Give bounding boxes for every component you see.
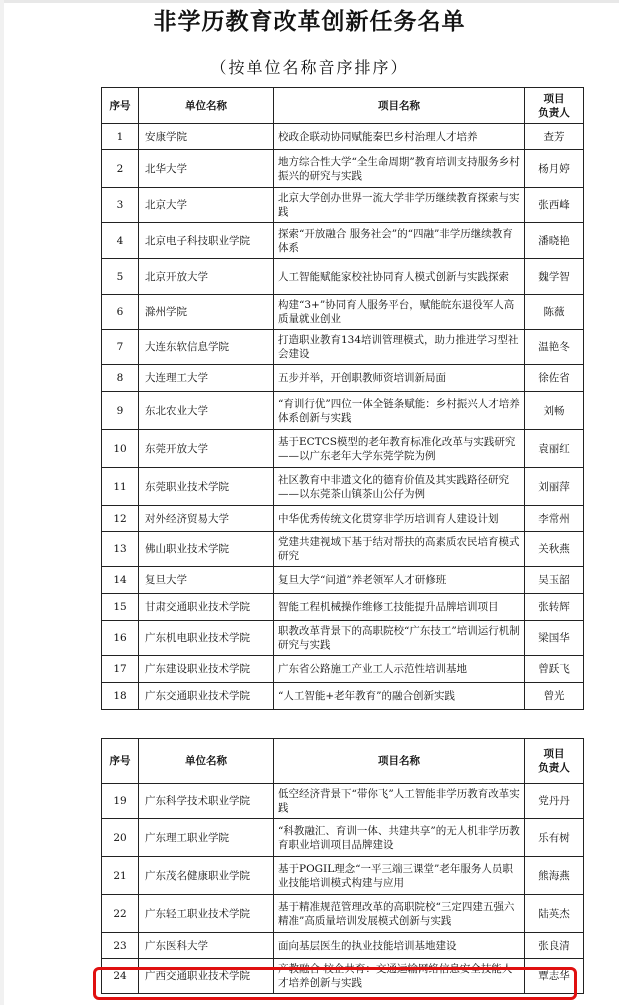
cell-unit: 佛山职业技术学院 — [139, 532, 274, 567]
cell-leader: 张西峰 — [525, 188, 584, 223]
cell-no: 20 — [102, 819, 139, 857]
table-row — [102, 857, 584, 895]
cell-project: 面向基层医生的执业技能培训基地建设 — [274, 933, 525, 959]
cell-leader: 吴玉韶 — [525, 567, 584, 594]
cell-unit: 广东茂名健康职业学院 — [139, 857, 274, 895]
table-row — [102, 933, 584, 959]
cell-leader: 党丹丹 — [525, 784, 584, 819]
table-row — [102, 150, 584, 188]
cell-unit: 大连东软信息学院 — [139, 330, 274, 365]
cell-project: 中华优秀传统文化贯穿非学历培训育人建设计划 — [274, 506, 525, 532]
table-row — [102, 683, 584, 710]
header-no: 序号 — [102, 739, 139, 784]
cell-unit: 广东科学技术职业学院 — [139, 784, 274, 819]
cell-project: 产教融合 校企共育：交通运输网络信息安全技能人才培养创新与实践 — [274, 959, 525, 994]
table-row — [102, 959, 584, 994]
cell-unit: 对外经济贸易大学 — [139, 506, 274, 532]
header-leader-line1: 项目 — [543, 748, 565, 760]
cell-project: “人工智能+老年教育”的融合创新实践 — [274, 683, 525, 710]
table-row — [102, 656, 584, 683]
cell-no: 4 — [102, 223, 139, 259]
cell-leader: 查芳 — [525, 124, 584, 150]
cell-unit: 广东机电职业技术学院 — [139, 621, 274, 656]
header-leader — [525, 739, 584, 784]
cell-unit: 广西交通职业技术学院 — [139, 959, 274, 994]
table-row — [102, 124, 584, 150]
cell-unit: 北京开放大学 — [139, 259, 274, 295]
cell-unit: 北京电子科技职业学院 — [139, 223, 274, 259]
cell-project: 探索“开放融合 服务社会”的“四融”非学历继续教育体系 — [274, 223, 525, 259]
cell-no: 18 — [102, 683, 139, 710]
cell-project: 社区教育中非遗文化的德育价值及其实践路径研究——以东莞茶山镇茶山公仔为例 — [274, 468, 525, 506]
cell-leader: 乐有树 — [525, 819, 584, 857]
cell-no: 13 — [102, 532, 139, 567]
cell-unit: 东莞开放大学 — [139, 430, 274, 468]
table-row — [102, 784, 584, 819]
cell-no: 24 — [102, 959, 139, 994]
cell-no: 5 — [102, 259, 139, 295]
cell-no: 23 — [102, 933, 139, 959]
cell-unit: 安康学院 — [139, 124, 274, 150]
cell-no: 15 — [102, 594, 139, 621]
table-row — [102, 188, 584, 223]
table-row — [102, 468, 584, 506]
cell-unit: 北京大学 — [139, 188, 274, 223]
cell-no: 8 — [102, 365, 139, 392]
cell-unit: 甘肃交通职业技术学院 — [139, 594, 274, 621]
cell-no: 19 — [102, 784, 139, 819]
cell-leader: 关秋燕 — [525, 532, 584, 567]
cell-unit: 广东建设职业技术学院 — [139, 656, 274, 683]
table-row — [102, 532, 584, 567]
cell-project: 人工智能赋能家校社协同育人模式创新与实践探索 — [274, 259, 525, 295]
table-row — [102, 295, 584, 330]
cell-project: 五步并举，开创职教师资培训新局面 — [274, 365, 525, 392]
cell-unit: 广东理工职业学院 — [139, 819, 274, 857]
cell-leader: 杨月婷 — [525, 150, 584, 188]
cell-no: 12 — [102, 506, 139, 532]
cell-leader: 潘晓艳 — [525, 223, 584, 259]
cell-no: 1 — [102, 124, 139, 150]
table-row — [102, 365, 584, 392]
cell-project: 打造职业教育134培训管理模式，助力推进学习型社会建设 — [274, 330, 525, 365]
header-leader-line2: 负责人 — [538, 106, 570, 119]
cell-unit: 广东医科大学 — [139, 933, 274, 959]
cell-project: 基于ECTCS模型的老年教育标准化改革与实践研究——以广东老年大学东莞学院为例 — [274, 430, 525, 468]
table-row — [102, 621, 584, 656]
cell-leader: 张转辉 — [525, 594, 584, 621]
cell-leader: 刘畅 — [525, 392, 584, 430]
cell-no: 2 — [102, 150, 139, 188]
cell-no: 21 — [102, 857, 139, 895]
cell-leader: 梁国华 — [525, 621, 584, 656]
header-leader-line1: 项目 — [543, 92, 565, 105]
table-row — [102, 392, 584, 430]
table-header-row — [102, 739, 584, 784]
table-row — [102, 330, 584, 365]
document-title: 非学历教育改革创新任务名单 — [153, 9, 466, 35]
cell-unit: 广东轻工职业技术学院 — [139, 895, 274, 933]
cell-no: 6 — [102, 295, 139, 330]
header-leader-line2: 负责人 — [538, 762, 570, 774]
cell-project: 复旦大学“问道”养老领军人才研修班 — [274, 567, 525, 594]
table-body-1 — [102, 124, 584, 710]
task-list-table-2 — [101, 738, 584, 994]
cell-project: 党建共建视域下基于结对帮扶的高素质农民培育模式研究 — [274, 532, 525, 567]
cell-unit: 东莞职业技术学院 — [139, 468, 274, 506]
header-project: 项目名称 — [274, 739, 525, 784]
table-row — [102, 506, 584, 532]
cell-no: 17 — [102, 656, 139, 683]
cell-leader: 张良清 — [525, 933, 584, 959]
header-unit: 单位名称 — [139, 739, 274, 784]
header-leader — [525, 88, 584, 124]
cell-no: 10 — [102, 430, 139, 468]
cell-leader: 魏学智 — [525, 259, 584, 295]
table-row — [102, 430, 584, 468]
cell-unit: 滁州学院 — [139, 295, 274, 330]
cell-leader: 覃志华 — [525, 959, 584, 994]
cell-leader: 李常州 — [525, 506, 584, 532]
page-edge-left — [0, 0, 4, 1005]
cell-unit: 大连理工大学 — [139, 365, 274, 392]
page-edge — [0, 0, 619, 3]
cell-unit: 广东交通职业技术学院 — [139, 683, 274, 710]
cell-project: 智能工程机械操作维修工技能提升品牌培训项目 — [274, 594, 525, 621]
cell-project: 职教改革背景下的高职院校“广东技工”培训运行机制研究与实践 — [274, 621, 525, 656]
cell-project: 广东省公路施工产业工人示范性培训基地 — [274, 656, 525, 683]
cell-no: 16 — [102, 621, 139, 656]
header-no: 序号 — [102, 88, 139, 124]
table-header-row — [102, 88, 584, 124]
cell-leader: 陆英杰 — [525, 895, 584, 933]
cell-no: 11 — [102, 468, 139, 506]
cell-leader: 陈薇 — [525, 295, 584, 330]
header-unit: 单位名称 — [139, 88, 274, 124]
cell-leader: 曾光 — [525, 683, 584, 710]
cell-project: 北京大学创办世界一流大学非学历继续教育探索与实践 — [274, 188, 525, 223]
table-row — [102, 895, 584, 933]
cell-project: 基于精准规范管理改革的高职院校“三定四建五强六精准”高质量培训发展模式创新与实践 — [274, 895, 525, 933]
cell-unit: 北华大学 — [139, 150, 274, 188]
table-row — [102, 819, 584, 857]
cell-leader: 刘丽萍 — [525, 468, 584, 506]
header-project: 项目名称 — [274, 88, 525, 124]
cell-project: “育训行优”四位一体全链条赋能：乡村振兴人才培养体系创新与实践 — [274, 392, 525, 430]
cell-leader: 曾跃飞 — [525, 656, 584, 683]
cell-unit: 复旦大学 — [139, 567, 274, 594]
cell-no: 14 — [102, 567, 139, 594]
cell-leader: 徐佐省 — [525, 365, 584, 392]
cell-no: 3 — [102, 188, 139, 223]
cell-leader: 温艳冬 — [525, 330, 584, 365]
cell-no: 7 — [102, 330, 139, 365]
cell-project: 地方综合性大学“全生命周期”教育培训支持服务乡村振兴的研究与实践 — [274, 150, 525, 188]
cell-project: 低空经济背景下“带你飞”人工智能非学历教育改革实践 — [274, 784, 525, 819]
cell-unit: 东北农业大学 — [139, 392, 274, 430]
table-row — [102, 259, 584, 295]
task-list-table-1 — [101, 87, 584, 710]
cell-project: 校政企联动协同赋能秦巴乡村治理人才培养 — [274, 124, 525, 150]
table-row — [102, 567, 584, 594]
document-subtitle: （按单位名称音序排序） — [210, 58, 409, 77]
cell-project: 构建“3+”协同育人服务平台，赋能皖东退役军人高质量就业创业 — [274, 295, 525, 330]
cell-leader: 袁丽红 — [525, 430, 584, 468]
cell-project: 基于POGIL理念“一平三端三课堂”老年服务人员职业技能培训模式构建与应用 — [274, 857, 525, 895]
cell-no: 22 — [102, 895, 139, 933]
cell-leader: 熊海燕 — [525, 857, 584, 895]
table-row — [102, 223, 584, 259]
cell-project: “科教融汇、育训一体、共建共享”的无人机非学历教育职业培训项目品牌建设 — [274, 819, 525, 857]
cell-no: 9 — [102, 392, 139, 430]
table-body-2 — [102, 784, 584, 994]
table-row — [102, 594, 584, 621]
